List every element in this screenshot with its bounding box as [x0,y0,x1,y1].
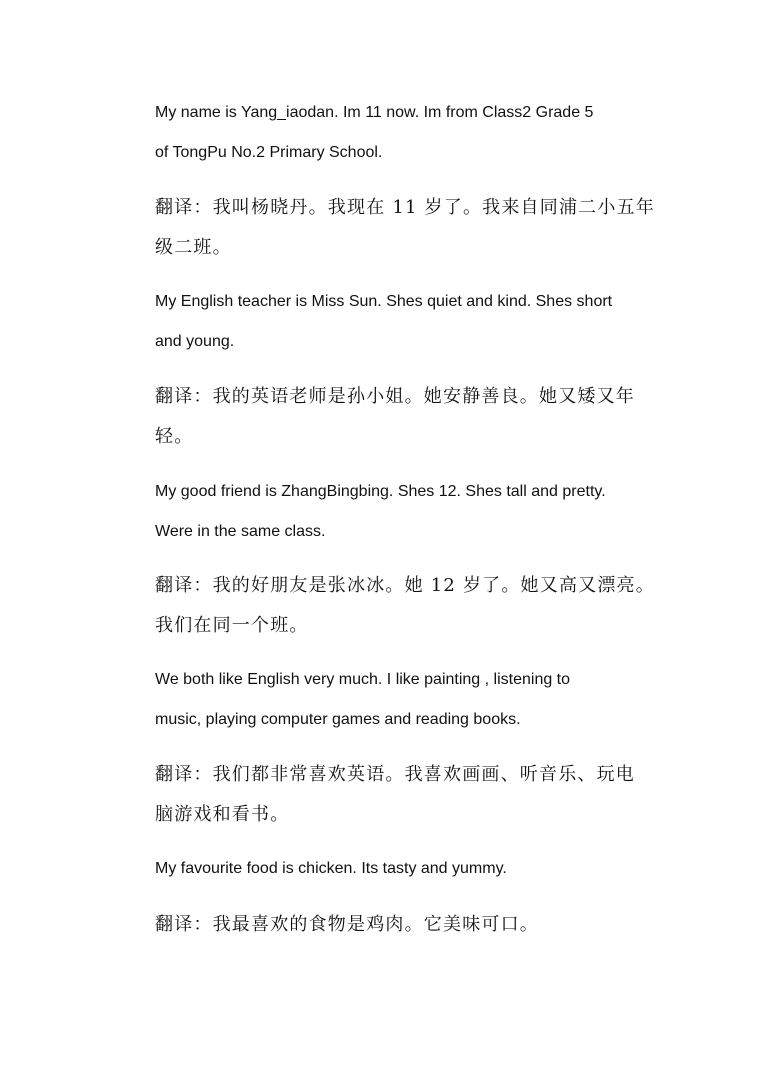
text-line: 轻。 [155,426,194,447]
text-line: My name is Yang_iaodan. Im 11 now. Im from Class2 Grade 5 [155,104,594,121]
paragraph-food-zh [116,905,656,945]
text-line: My good friend is ZhangBingbing. Shes 12. Shes tall and pretty. [155,483,606,500]
paragraph-hobbies-en [116,660,656,740]
paragraph-intro-zh [116,188,656,268]
paragraph-teacher-en [116,282,656,362]
text-line: My favourite food is chicken. Its tasty and yummy. [155,860,507,877]
paragraph-intro-en [116,93,656,173]
text-line: 翻译：我们都非常喜欢英语。我喜欢画画、听音乐、玩电 [155,764,635,785]
paragraph-friend-zh [116,566,656,646]
text-line: 翻译：我叫杨晓丹。我现在 11 岁了。我来自同浦二小五年 [155,197,655,218]
text-line: Were in the same class. [155,523,326,540]
text-line: 脑游戏和看书。 [155,804,290,825]
paragraph-food-en [116,849,656,889]
text-line: 翻译：我的好朋友是张冰冰。她 12 岁了。她又高又漂亮。 [155,575,655,596]
text-line: We both like English very much. I like painting , listening to [155,671,571,688]
text-line: music, playing computer games and reading books. [155,711,521,728]
text-line: My English teacher is Miss Sun. Shes quiet and kind. Shes short [155,293,613,310]
text-line: of TongPu No.2 Primary School. [155,144,383,161]
text-line: 级二班。 [155,237,232,258]
text-line: 我们在同一个班。 [155,615,309,636]
paragraph-teacher-zh [116,377,656,457]
text-line: 翻译：我的英语老师是孙小姐。她安静善良。她又矮又年 [155,386,635,407]
paragraph-hobbies-zh [116,755,656,835]
text-line: and young. [155,333,235,350]
paragraph-friend-en [116,472,656,552]
text-line: 翻译：我最喜欢的食物是鸡肉。它美味可口。 [155,914,539,935]
